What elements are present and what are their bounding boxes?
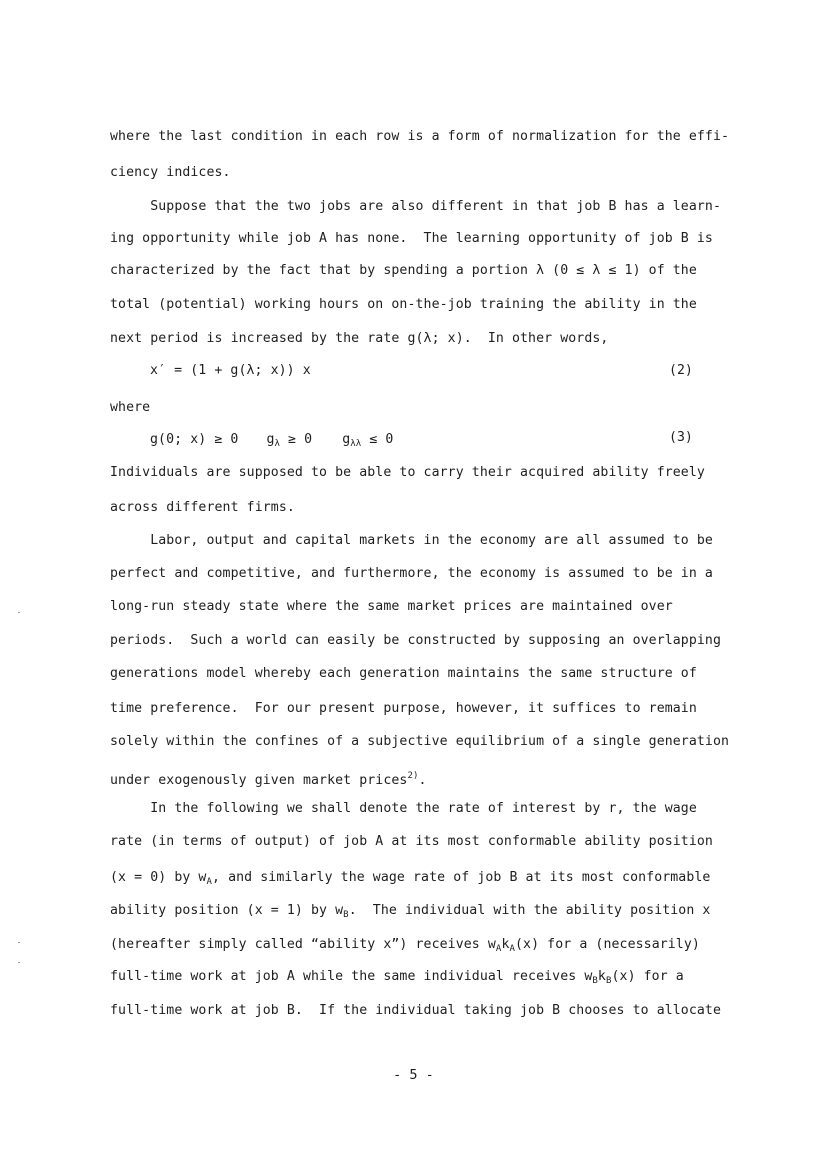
- paragraph5-line6-sub1: B: [592, 976, 598, 986]
- paragraph5-line4-a: ability position (x = 1) by w: [110, 903, 344, 918]
- paragraph1-line1: where the last condition in each row is a form of normalization for the effi-: [110, 129, 730, 144]
- equation-3-number: (3): [669, 430, 693, 445]
- equation-2-lhs: x′: [150, 363, 167, 378]
- paragraph1-line2: ciency indices.: [110, 165, 231, 180]
- paragraph2-line5: next period is increased by the rate g(λ; x). In other words,: [110, 331, 609, 346]
- paragraph5-line6-sub2: B: [605, 976, 612, 986]
- paragraph5-line5-k: k: [501, 937, 510, 952]
- paragraph3-line2: across different firms.: [110, 500, 295, 515]
- equation-3-g1: g: [266, 432, 275, 447]
- paragraph5-line4-sub: B: [343, 910, 349, 920]
- equation-3-sub2: λλ: [350, 439, 362, 449]
- equation-2-rhs: = (1 + g(λ; x)) x: [166, 363, 311, 378]
- paragraph5-line6-a: full-time work at job A while the same individual receives w: [110, 969, 593, 984]
- equation-3-rel1: ≥ 0: [280, 432, 313, 447]
- paragraph5-line3-b: , and similarly the wage rate of job B at its most conformable: [212, 870, 711, 885]
- scan-speck: [18, 942, 20, 943]
- equation-3-g2: g: [342, 432, 351, 447]
- equation-2: [150, 362, 311, 380]
- paragraph4-line3: long-run steady state where the same market prices are maintained over: [110, 599, 673, 614]
- paragraph2-line2: ing opportunity while job A has none. The learning opportunity of job B is: [110, 231, 713, 246]
- paragraph5-line5-b: (x) for a (necessarily): [515, 937, 700, 952]
- equation-3-rel2: ≤ 0: [361, 432, 394, 447]
- paragraph4-line8-end: .: [418, 773, 427, 788]
- paragraph4-line7: solely within the confines of a subjective equilibrium of a single generation: [110, 734, 730, 749]
- paragraph5-line7: full-time work at job B. If the individual taking job B chooses to allocate: [110, 1003, 722, 1018]
- paragraph5-line2: rate (in terms of output) of job A at its most conformable ability position: [110, 834, 713, 849]
- paragraph4-line5: generations model whereby each generation maintains the same structure of: [110, 666, 697, 681]
- page-number: - 5 -: [393, 1067, 434, 1083]
- where-label: where: [110, 400, 151, 415]
- paragraph4-line6: time preference. For our present purpose, however, it suffices to remain: [110, 701, 697, 716]
- paragraph5-line5-a: (hereafter simply called “ability x”) receives w: [110, 937, 496, 952]
- scan-speck: [18, 962, 20, 963]
- paragraph4-line2: perfect and competitive, and furthermore, the economy is assumed to be in a: [110, 566, 713, 581]
- paragraph3-line1: Individuals are supposed to be able to carry their acquired ability freely: [110, 465, 705, 480]
- paragraph5-line6-k: k: [597, 969, 606, 984]
- paragraph5-line5: [110, 936, 700, 958]
- paragraph4-line8-text: under exogenously given market prices: [110, 773, 408, 788]
- paragraph4-line4: periods. Such a world can easily be constructed by supposing an overlapping: [110, 633, 722, 648]
- paragraph5-line5-sub2: A: [509, 944, 516, 954]
- paragraph5-line4-b: . The individual with the ability position x: [348, 903, 711, 918]
- paragraph5-line4: [110, 902, 710, 924]
- equation-3-part1: g(0; x) ≥ 0: [150, 432, 239, 447]
- paragraph2-line1: Suppose that the two jobs are also different in that job B has a learn-: [110, 199, 722, 214]
- equation-2-number: (2): [669, 363, 693, 378]
- equation-3: [150, 431, 393, 453]
- equation-3-sub1: λ: [274, 439, 281, 449]
- paragraph5-line3: [110, 869, 710, 891]
- scan-speck: [18, 612, 20, 613]
- paragraph2-line4: total (potential) working hours on on-the-job training the ability in the: [110, 297, 697, 312]
- footnote-marker: 2): [407, 771, 419, 781]
- paragraph4-line8: [110, 767, 427, 790]
- paragraph5-line1: In the following we shall denote the rate of interest by r, the wage: [110, 801, 697, 816]
- paragraph5-line6-b: (x) for a: [611, 969, 684, 984]
- paragraph4-line1: Labor, output and capital markets in the economy are all assumed to be: [110, 533, 713, 548]
- paragraph5-line6: [110, 968, 684, 990]
- paragraph5-line5-sub1: A: [495, 944, 502, 954]
- paragraph2-line3: characterized by the fact that by spending a portion λ (0 ≤ λ ≤ 1) of the: [110, 263, 697, 278]
- paragraph5-line3-sub: A: [206, 877, 213, 887]
- paragraph5-line3-a: (x = 0) by w: [110, 870, 207, 885]
